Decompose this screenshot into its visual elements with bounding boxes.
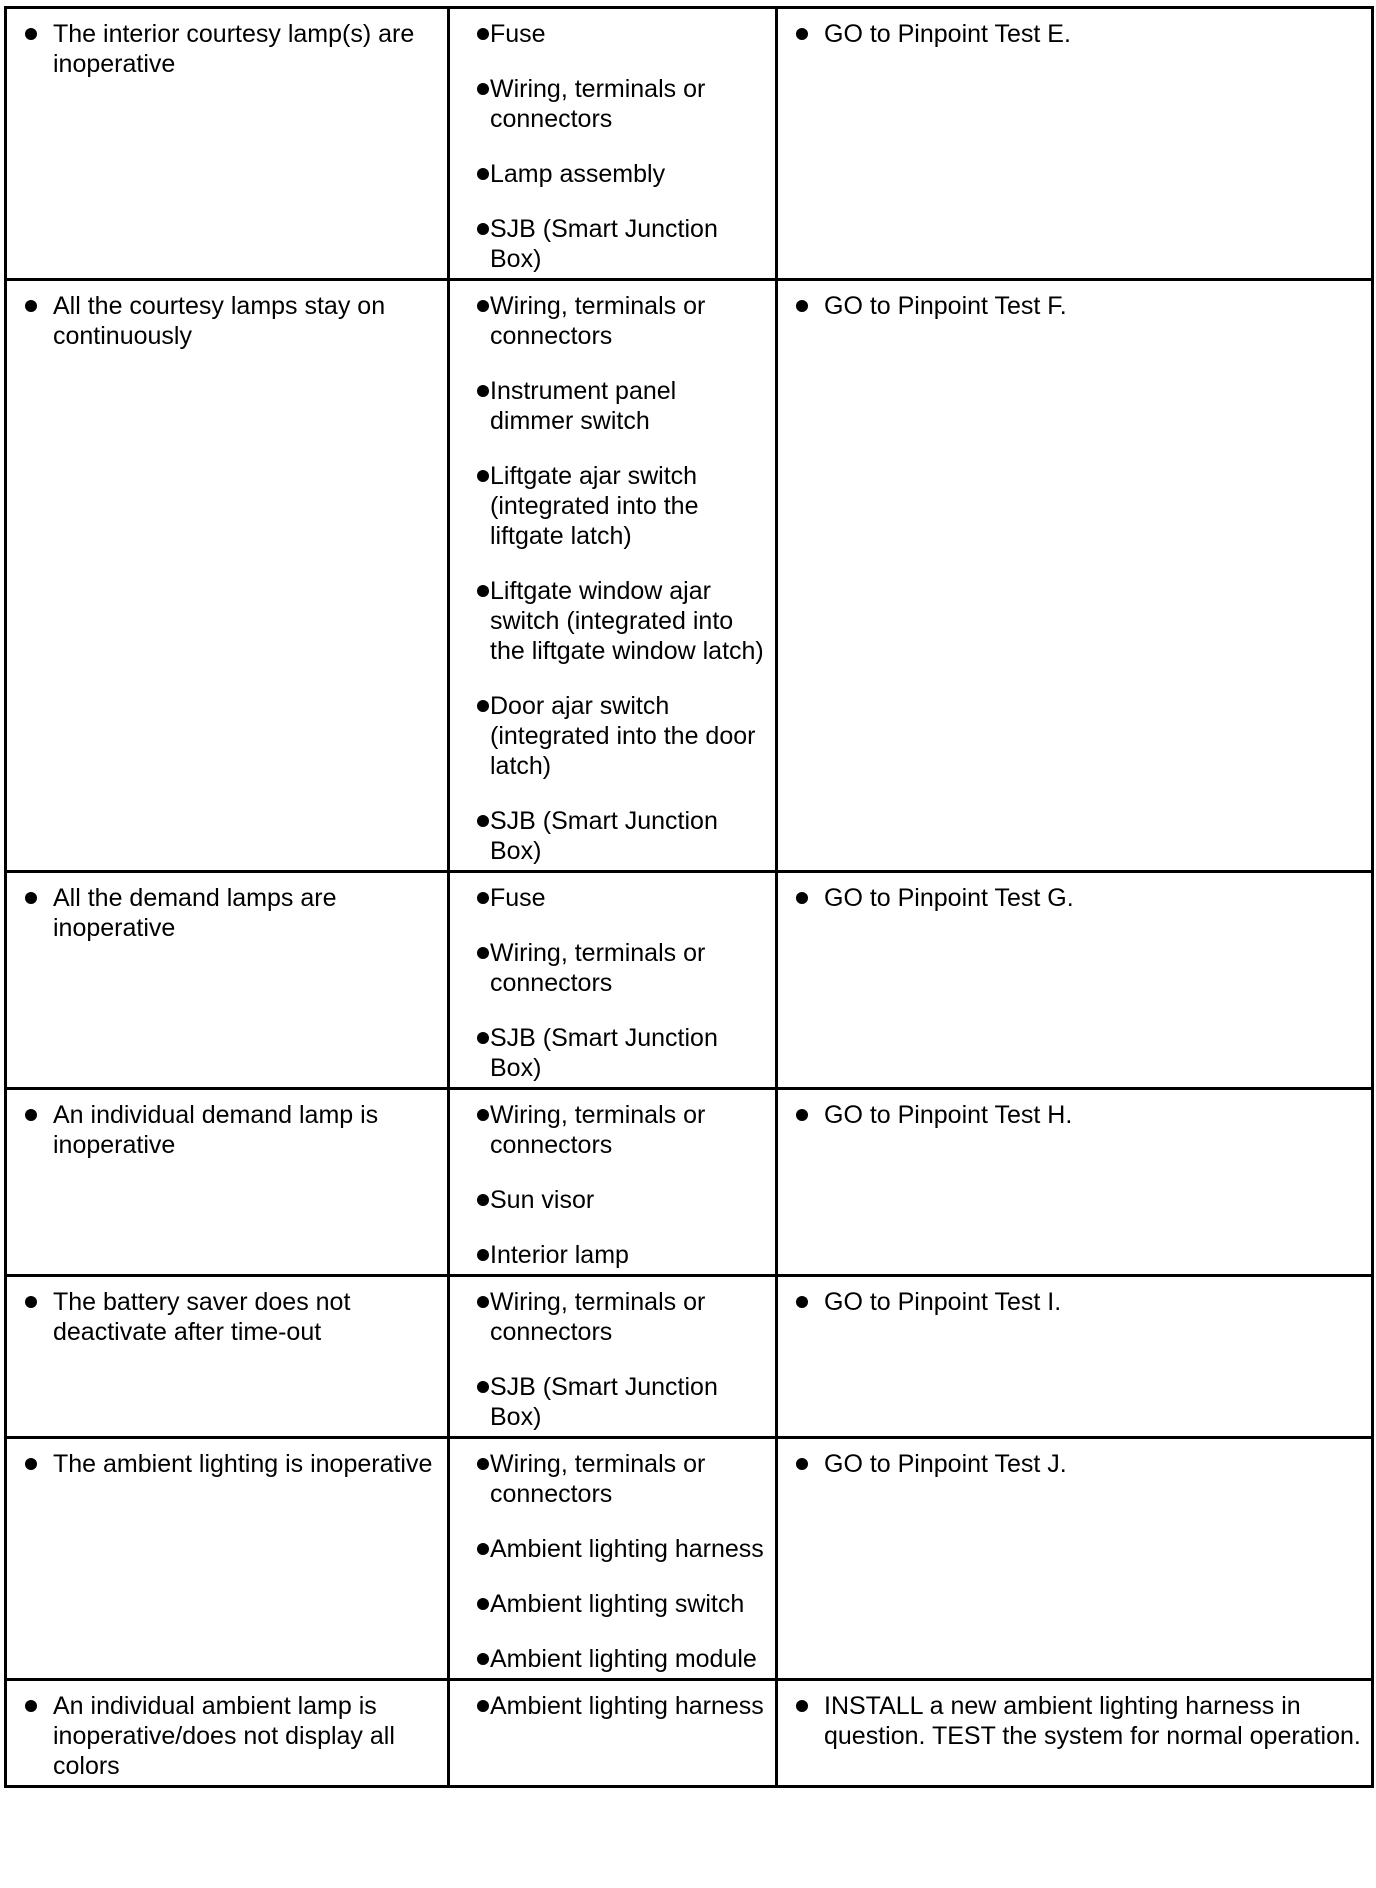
possible-source-text: Wiring, terminals or connectors	[490, 292, 706, 350]
action-item	[788, 1691, 1361, 1751]
bullet-icon	[25, 1458, 37, 1470]
possible-source-text: Instrument panel dimmer switch	[490, 377, 677, 435]
condition-text: The battery saver does not deactivate after time-out	[53, 1288, 351, 1346]
bullet-icon	[477, 947, 489, 959]
possible-source-item	[460, 1589, 765, 1619]
possible-source-text: Ambient lighting module	[490, 1645, 757, 1673]
possible-sources-cell	[449, 1438, 777, 1680]
condition-text: An individual demand lamp is inoperative	[53, 1101, 379, 1159]
bullet-icon	[477, 470, 489, 482]
possible-source-text: Ambient lighting harness	[490, 1692, 764, 1720]
action-text: INSTALL a new ambient lighting harness in question. TEST the system for normal operation.	[824, 1692, 1361, 1750]
bullet-icon	[477, 815, 489, 827]
possible-source-text: SJB (Smart Junction Box)	[490, 1373, 718, 1431]
action-text: GO to Pinpoint Test H.	[824, 1101, 1073, 1129]
condition-item	[17, 1691, 437, 1781]
condition-cell	[6, 8, 449, 280]
possible-source-item	[460, 1023, 765, 1083]
bullet-icon	[796, 28, 808, 40]
action-cell	[777, 1438, 1373, 1680]
bullet-icon	[796, 300, 808, 312]
possible-source-text: Lamp assembly	[490, 160, 666, 188]
possible-source-text: Fuse	[490, 20, 546, 48]
table-row	[6, 280, 1373, 872]
possible-source-item	[460, 291, 765, 351]
bullet-icon	[477, 700, 489, 712]
possible-source-item	[460, 461, 765, 551]
bullet-icon	[796, 1109, 808, 1121]
possible-sources-cell	[449, 1680, 777, 1787]
bullet-icon	[477, 1032, 489, 1044]
action-cell	[777, 872, 1373, 1089]
condition-item	[17, 291, 437, 351]
possible-sources-cell	[449, 872, 777, 1089]
possible-source-text: Wiring, terminals or connectors	[490, 1288, 706, 1346]
possible-source-item	[460, 938, 765, 998]
condition-item	[17, 1287, 437, 1347]
possible-source-text: SJB (Smart Junction Box)	[490, 1024, 718, 1082]
possible-source-item	[460, 1691, 765, 1721]
possible-source-text: Ambient lighting switch	[490, 1590, 745, 1618]
possible-source-item	[460, 159, 765, 189]
condition-item	[17, 883, 437, 943]
possible-source-item	[460, 214, 765, 274]
possible-source-text: Liftgate ajar switch (integrated into the liftgate latch)	[490, 462, 699, 550]
bullet-icon	[477, 1381, 489, 1393]
bullet-icon	[477, 168, 489, 180]
possible-sources-cell	[449, 280, 777, 872]
bullet-icon	[25, 1296, 37, 1308]
table-row	[6, 872, 1373, 1089]
bullet-icon	[25, 300, 37, 312]
bullet-icon	[477, 223, 489, 235]
condition-text: All the courtesy lamps stay on continuously	[53, 292, 386, 350]
bullet-icon	[477, 1296, 489, 1308]
possible-source-item	[460, 1372, 765, 1432]
possible-sources-cell	[449, 8, 777, 280]
action-cell	[777, 8, 1373, 280]
table-row	[6, 1276, 1373, 1438]
possible-source-item	[460, 1449, 765, 1509]
action-item	[788, 19, 1361, 49]
possible-sources-cell	[449, 1089, 777, 1276]
condition-text: An individual ambient lamp is inoperative/does not display all colors	[53, 1692, 395, 1780]
bullet-icon	[477, 300, 489, 312]
possible-source-item	[460, 1185, 765, 1215]
possible-source-text: Liftgate window ajar switch (integrated into the liftgate window latch)	[490, 577, 764, 665]
possible-sources-cell	[449, 1276, 777, 1438]
possible-source-item	[460, 19, 765, 49]
possible-source-text: Door ajar switch (integrated into the door latch)	[490, 692, 756, 780]
condition-cell	[6, 1438, 449, 1680]
bullet-icon	[25, 1700, 37, 1712]
possible-source-item	[460, 1287, 765, 1347]
possible-source-text: Wiring, terminals or connectors	[490, 1101, 706, 1159]
symptom-chart-table	[4, 6, 1374, 1788]
action-item	[788, 1100, 1361, 1130]
possible-source-text: Wiring, terminals or connectors	[490, 939, 706, 997]
bullet-icon	[477, 1458, 489, 1470]
bullet-icon	[25, 1109, 37, 1121]
bullet-icon	[477, 83, 489, 95]
possible-source-text: Sun visor	[490, 1186, 595, 1214]
possible-source-item	[460, 883, 765, 913]
action-cell	[777, 1276, 1373, 1438]
possible-source-item	[460, 1240, 765, 1270]
table-row	[6, 8, 1373, 280]
action-item	[788, 883, 1361, 913]
bullet-icon	[477, 892, 489, 904]
possible-source-text: Wiring, terminals or connectors	[490, 1450, 706, 1508]
condition-cell	[6, 1089, 449, 1276]
condition-item	[17, 1449, 437, 1479]
condition-text: The ambient lighting is inoperative	[53, 1450, 433, 1478]
condition-cell	[6, 1680, 449, 1787]
bullet-icon	[796, 1296, 808, 1308]
bullet-icon	[477, 1249, 489, 1261]
table-row	[6, 1680, 1373, 1787]
action-cell	[777, 280, 1373, 872]
condition-text: All the demand lamps are inoperative	[53, 884, 337, 942]
possible-source-text: Interior lamp	[490, 1241, 629, 1269]
condition-text: The interior courtesy lamp(s) are inoperative	[53, 20, 415, 78]
bullet-icon	[25, 892, 37, 904]
table-row	[6, 1089, 1373, 1276]
action-cell	[777, 1680, 1373, 1787]
possible-source-item	[460, 1644, 765, 1674]
bullet-icon	[477, 1653, 489, 1665]
bullet-icon	[477, 1543, 489, 1555]
bullet-icon	[477, 28, 489, 40]
bullet-icon	[477, 1700, 489, 1712]
condition-cell	[6, 280, 449, 872]
action-cell	[777, 1089, 1373, 1276]
action-text: GO to Pinpoint Test E.	[824, 20, 1071, 48]
bullet-icon	[477, 1109, 489, 1121]
possible-source-text: SJB (Smart Junction Box)	[490, 807, 718, 865]
possible-source-item	[460, 376, 765, 436]
bullet-icon	[477, 585, 489, 597]
table-row	[6, 1438, 1373, 1680]
possible-source-item	[460, 74, 765, 134]
possible-source-item	[460, 806, 765, 866]
action-text: GO to Pinpoint Test I.	[824, 1288, 1062, 1316]
condition-cell	[6, 1276, 449, 1438]
bullet-icon	[477, 1598, 489, 1610]
possible-source-item	[460, 576, 765, 666]
action-item	[788, 1449, 1361, 1479]
symptom-chart-body	[6, 8, 1373, 1787]
bullet-icon	[796, 892, 808, 904]
action-item	[788, 291, 1361, 321]
possible-source-item	[460, 1534, 765, 1564]
action-text: GO to Pinpoint Test G.	[824, 884, 1074, 912]
bullet-icon	[477, 1194, 489, 1206]
condition-cell	[6, 872, 449, 1089]
bullet-icon	[796, 1458, 808, 1470]
bullet-icon	[25, 28, 37, 40]
condition-item	[17, 1100, 437, 1160]
condition-item	[17, 19, 437, 79]
bullet-icon	[477, 385, 489, 397]
possible-source-text: Ambient lighting harness	[490, 1535, 764, 1563]
bullet-icon	[796, 1700, 808, 1712]
action-item	[788, 1287, 1361, 1317]
action-text: GO to Pinpoint Test F.	[824, 292, 1067, 320]
possible-source-text: Fuse	[490, 884, 546, 912]
action-text: GO to Pinpoint Test J.	[824, 1450, 1067, 1478]
possible-source-text: Wiring, terminals or connectors	[490, 75, 706, 133]
possible-source-text: SJB (Smart Junction Box)	[490, 215, 718, 273]
possible-source-item	[460, 691, 765, 781]
possible-source-item	[460, 1100, 765, 1160]
